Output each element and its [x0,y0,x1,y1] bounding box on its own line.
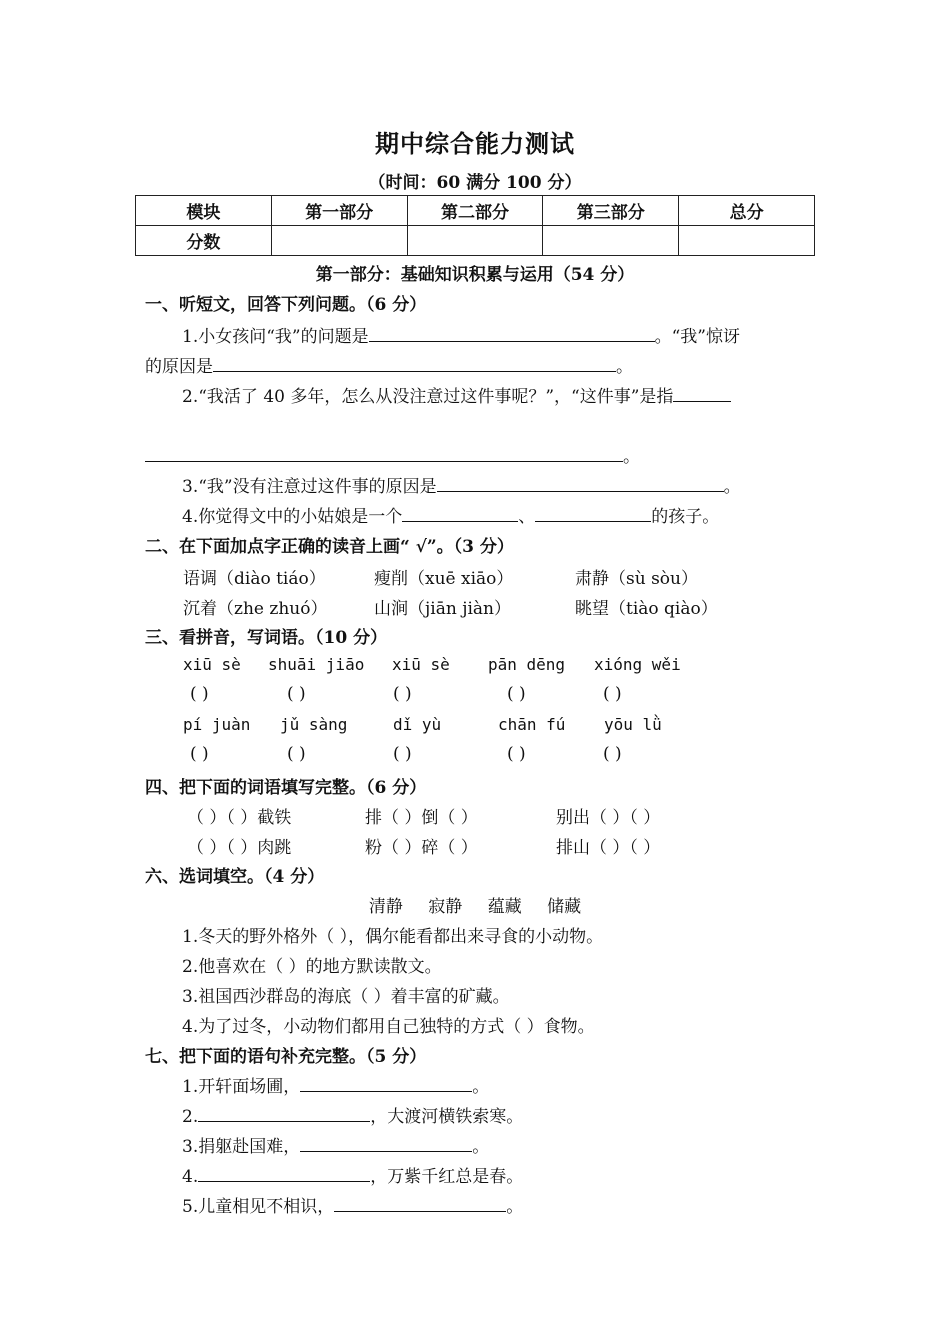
fill-question[interactable]: 2.他喜欢在（ ）的地方默读散文。 [182,957,442,977]
pronunciation-item[interactable]: 语调（diào tiáo） [183,569,326,589]
answer-paren[interactable]: ( ) [287,684,306,704]
answer-blank[interactable] [402,505,518,522]
answer-paren[interactable]: ( ) [507,744,526,764]
answer-blank[interactable] [437,475,724,492]
answer-paren[interactable]: ( ) [507,684,526,704]
answer-paren[interactable]: ( ) [603,684,622,704]
poem-line [182,1132,489,1157]
answer-blank[interactable] [300,1075,472,1092]
fill-question[interactable]: 4.为了过冬，小动物们都用自己独特的方式（ ）食物。 [182,1017,595,1037]
section-heading: 六、选词填空。（4 分） [145,867,325,887]
poem-line [182,1162,523,1187]
section-heading: 二、在下面加点字正确的读音上画“ √”。（3 分） [145,537,514,557]
pronunciation-item[interactable]: 眺望（tiào qiào） [575,599,718,619]
score-cell[interactable] [271,226,407,256]
question-text: 。“我”惊讶 [654,327,740,347]
question-text: 4.你觉得文中的小姑娘是一个 [182,507,403,527]
question-text: 的原因是 [145,357,213,377]
answer-paren[interactable]: ( ) [287,744,306,764]
pronunciation-item[interactable]: 肃静（sù sòu） [575,569,698,589]
pinyin: xiū sè [392,655,450,674]
question-2-cont [145,442,640,467]
question-1 [182,322,740,347]
answer-blank[interactable] [369,325,655,342]
idiom-item[interactable]: （ ）（ ）肉跳 [187,838,292,858]
score-cell[interactable] [407,226,543,256]
poem-line [182,1102,523,1127]
answer-paren[interactable]: ( ) [393,744,412,764]
part-heading: 第一部分：基础知识积累与运用（54 分） [315,265,635,285]
word-bank [0,892,950,917]
pronunciation-item[interactable]: 山涧（jiān jiàn） [374,599,511,619]
poem-text: 5.儿童相见不相识， [182,1197,335,1217]
idiom-item[interactable]: 粉（ ）碎（ ） [365,838,478,858]
answer-paren[interactable]: ( ) [393,684,412,704]
section-heading: 三、看拼音，写词语。（10 分） [145,628,388,648]
score-cell[interactable] [543,226,679,256]
section-heading: 一、听短文，回答下列问题。（6 分） [145,295,427,315]
pronunciation-item[interactable]: 沉着（zhe zhuó） [183,599,328,619]
answer-blank[interactable] [300,1135,472,1152]
poem-text: ，万紫千红总是春。 [370,1167,524,1187]
answer-paren[interactable]: ( ) [190,684,209,704]
question-1-cont [145,352,633,377]
word-option: 蕴藏 [487,897,522,917]
poem-text: 1.开轩面场圃， [182,1077,301,1097]
poem-text: 。 [506,1197,524,1217]
score-table-score-row [136,226,815,256]
pinyin: jǔ sàng [280,715,348,734]
pinyin: pān dēng [488,655,566,674]
question-3 [182,472,741,497]
answer-blank[interactable] [198,1105,370,1122]
answer-blank[interactable] [213,355,616,372]
poem-text: 。 [472,1137,490,1157]
word-option: 清静 [368,897,403,917]
pinyin: chān fú [498,715,566,734]
poem-text: 3.捐躯赴国难， [182,1137,301,1157]
table-cell: 第三部分 [543,196,679,226]
pinyin: yōu lǜ [604,715,662,734]
answer-blank[interactable] [535,505,651,522]
answer-blank[interactable] [673,385,731,402]
poem-text: ，大渡河横铁索寒。 [370,1107,524,1127]
score-cell[interactable] [679,226,815,256]
question-text: 3.“我”没有注意过这件事的原因是 [182,477,437,497]
fill-question[interactable]: 3.祖国西沙群岛的海底（ ）着丰富的矿藏。 [182,987,510,1007]
answer-paren[interactable]: ( ) [603,744,622,764]
word-option: 储藏 [547,897,582,917]
idiom-item[interactable]: 别出（ ）（ ） [556,808,661,828]
question-text: 。 [723,477,741,497]
score-table [135,195,815,256]
page-title: 期中综合能力测试 [375,129,575,158]
question-text: 。 [616,357,633,377]
pinyin: dǐ yù [393,715,442,734]
pinyin: shuāi jiāo [268,655,365,674]
section-heading: 七、把下面的语句补充完整。（5 分） [145,1047,427,1067]
question-text: 的孩子。 [651,507,720,527]
question-2 [182,382,731,407]
poem-line [182,1192,523,1217]
score-table-header-row [136,196,815,226]
word-option: 寂静 [428,897,463,917]
idiom-item[interactable]: 排山（ ）（ ） [556,838,661,858]
idiom-item[interactable]: （ ）（ ）截铁 [187,808,292,828]
question-4 [182,502,719,527]
poem-text: 2. [182,1107,199,1127]
answer-blank[interactable] [198,1165,370,1182]
table-cell: 模块 [136,196,272,226]
poem-text: 。 [472,1077,490,1097]
question-text: 。 [623,447,640,467]
fill-question[interactable]: 1.冬天的野外格外（ ），偶尔能看都出来寻食的小动物。 [182,927,604,947]
pinyin: xióng wěi [594,655,681,674]
table-cell: 分数 [136,226,272,256]
table-cell: 第一部分 [271,196,407,226]
table-cell: 总分 [679,196,815,226]
idiom-item[interactable]: 排（ ）倒（ ） [365,808,478,828]
poem-line [182,1072,489,1097]
pronunciation-item[interactable]: 瘦削（xuē xiāo） [374,569,514,589]
pinyin: xiū sè [183,655,241,674]
question-text: 1.小女孩问“我”的问题是 [182,327,369,347]
pinyin: pí juàn [183,715,251,734]
section-heading: 四、把下面的词语填写完整。（6 分） [145,778,427,798]
question-text: 、 [518,507,536,527]
poem-text: 4. [182,1167,199,1187]
answer-blank[interactable] [334,1195,506,1212]
table-cell: 第二部分 [407,196,543,226]
answer-blank[interactable] [145,445,623,462]
answer-paren[interactable]: ( ) [190,744,209,764]
exam-info: （时间：60 满分 100 分） [368,173,582,193]
question-text: 2.“我活了 40 多年，怎么从没注意过这件事呢？”，“这件事”是指 [182,387,674,407]
